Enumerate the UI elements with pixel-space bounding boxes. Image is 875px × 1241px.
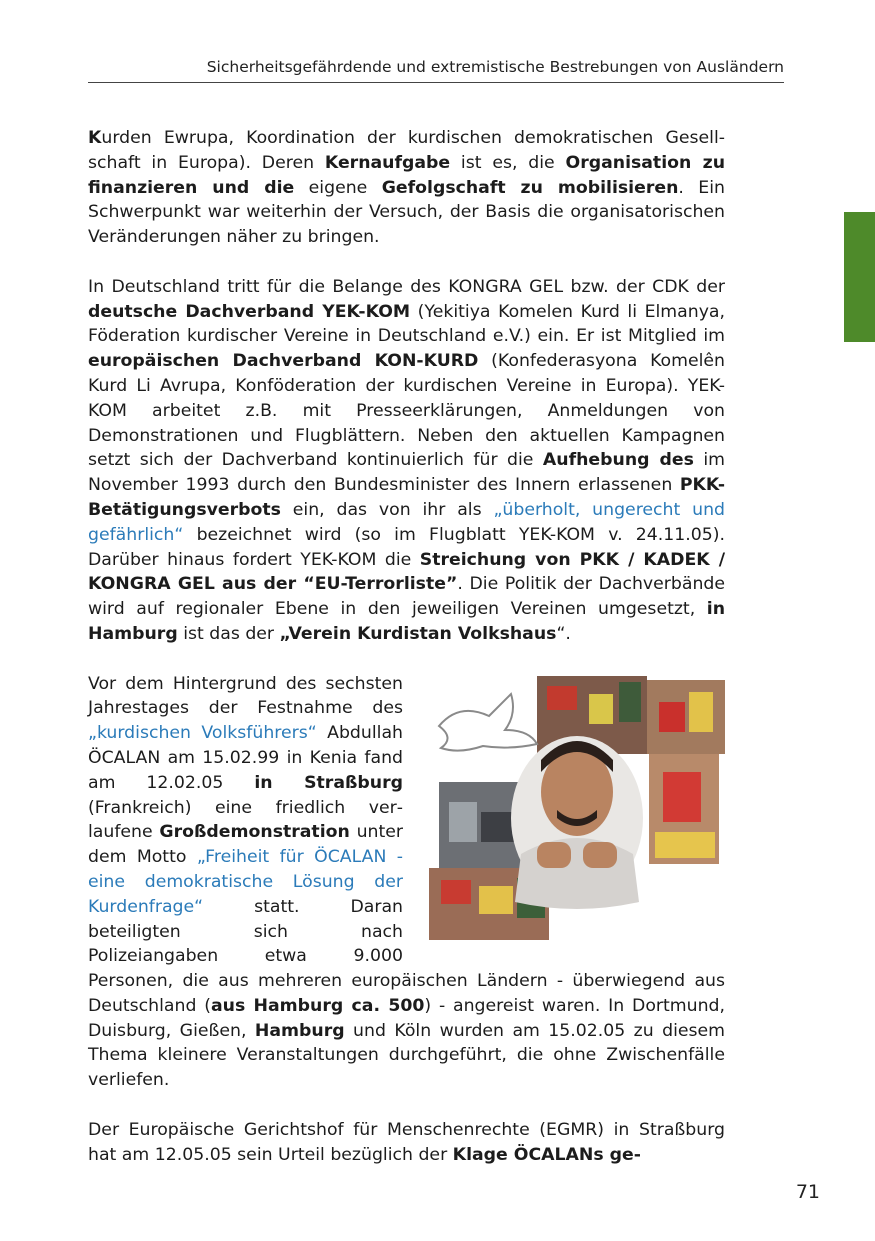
text-span: Der Europäische Gerichtshof für Menschenrechte (EGMR) in Straßburg hat am 12.05.05 sein Urteil bezüglich der [88, 1119, 725, 1165]
bold-span: in Hamburg [88, 599, 725, 644]
bold-span: europäischen Dachverband KON-KURD [88, 351, 479, 372]
bold-span: aus Hamburg ca. 500 [210, 995, 425, 1016]
bold-span: deutsche Dachverband YEK-KOM [88, 301, 411, 322]
quote-span: „überholt, ungerecht und gefährlich“ [88, 499, 725, 545]
text-span: In Deutschland tritt für die Belange des KONGRA GEL bzw. der CDK der [88, 276, 725, 297]
text-span: Abdullah ÖCALAN am 15.02.99 in Kenia fand am 12.02.05 [88, 723, 403, 793]
bold-span: PKK-Betätigungsverbots [88, 475, 725, 520]
bold-span: Kernaufgabe [324, 152, 451, 173]
dove-icon [439, 694, 537, 751]
dropcap-letter: K [88, 128, 102, 148]
paragraph-strassburg-demo [88, 672, 725, 1094]
photo-collage-image [419, 672, 725, 944]
bold-span: Streichung von PKK / KADEK / KONGRA GEL aus der “EU-Terrorliste” [88, 549, 725, 595]
text-span: im November 1993 durch den Bundesminister des Innern erlassenen [88, 450, 725, 496]
text-span: (Konfederasyona Komelên Kurd Li Avrupa, Konföderation der kurdischen Vereine in Europa). YEK-KOM arbeitet z.B. mit Presseerklärungen, Anmeldungen von Demonstrationen und Flugblättern. Neben den aktuellen Kampagnen setzt sich der Dachverband kontinuierlich für die [88, 351, 725, 471]
text-span: bezeichnet wird (so im Flugblatt YEK-KOM v. 24.11.05). Darüber hinaus fordert YEK-KOM die [88, 524, 725, 570]
chapter-marker-tab [844, 212, 875, 342]
text-span: ist es, die [450, 152, 566, 173]
text-span: ist das der [177, 623, 280, 644]
quote-span: „kurdischen Volksführers“ [88, 723, 317, 744]
bold-span: Klage ÖCALANs ge- [452, 1144, 641, 1165]
paragraph-kurden-ewrupa [88, 126, 725, 250]
bold-span: Hamburg [254, 1020, 345, 1041]
body-text [88, 126, 725, 1192]
text-span: ) - angereist waren. In Dortmund, Duisburg, Gießen, [88, 995, 725, 1041]
text-span: (Yekitiya Komelen Kurd li Elmanya, Föderation kurdischer Vereine in Deutschland e.V.) ein. Er ist Mitglied im [88, 301, 725, 347]
bold-span: Gefolgschaft zu mobilisieren [381, 177, 679, 198]
text-span: und Köln wurden am 15.02.05 zu diesem Thema kleinere Veranstaltungen durchgeführt, die ohne Zwischenfälle verliefen. [88, 1020, 726, 1091]
quote-span: „Freiheit für ÖCALAN - eine demokratische Lösung der Kurdenfrage“ [88, 847, 404, 917]
collage-crowd-photo [647, 680, 725, 754]
text-span: . Die Politik der Dachverbände wird auf regionaler Ebene in den jeweiligen Vereinen umgesetzt, [88, 574, 726, 620]
paragraph-egmr [88, 1118, 725, 1168]
text-span: ein, das von ihr als [280, 499, 494, 520]
bold-span: Aufhebung des [542, 450, 694, 471]
bold-span: Organisation zu finanzieren und die [88, 152, 725, 198]
text-span: eigene [294, 177, 382, 198]
text-span: . Ein Schwerpunkt war weiterhin der Versuch, der Basis die organisatorischen Veränderungen näher zu bringen. [88, 177, 725, 248]
bold-span: „Verein Kurdistan Volkshaus [279, 623, 557, 644]
text-span: statt. Daran beteiligten sich nach Polizeiangaben etwa 9.000 Personen, die aus mehreren europäischen Ländern - überwiegend aus Deutschland ( [88, 896, 725, 1016]
header-rule [88, 82, 784, 83]
running-header: Sicherheitsgefährdende und extremistische Bestrebungen von Ausländern [206, 58, 784, 76]
paragraph-yek-kom [88, 275, 725, 647]
text-span: urden Ewrupa, Koordination der kurdischen demokratischen Gesellschaft in Europa). Deren [88, 128, 725, 173]
text-span: Vor dem Hintergrund des sechsten Jahrestages der Festnahme des [88, 673, 403, 719]
text-span: (Frankreich) eine friedlich verlaufene [88, 797, 403, 843]
bold-span: in Straßburg [254, 772, 403, 793]
text-span: “. [556, 623, 571, 644]
text-span: unter dem Motto [88, 822, 403, 868]
bold-span: Großdemonstration [159, 822, 350, 843]
page-number: 71 [795, 1181, 820, 1203]
